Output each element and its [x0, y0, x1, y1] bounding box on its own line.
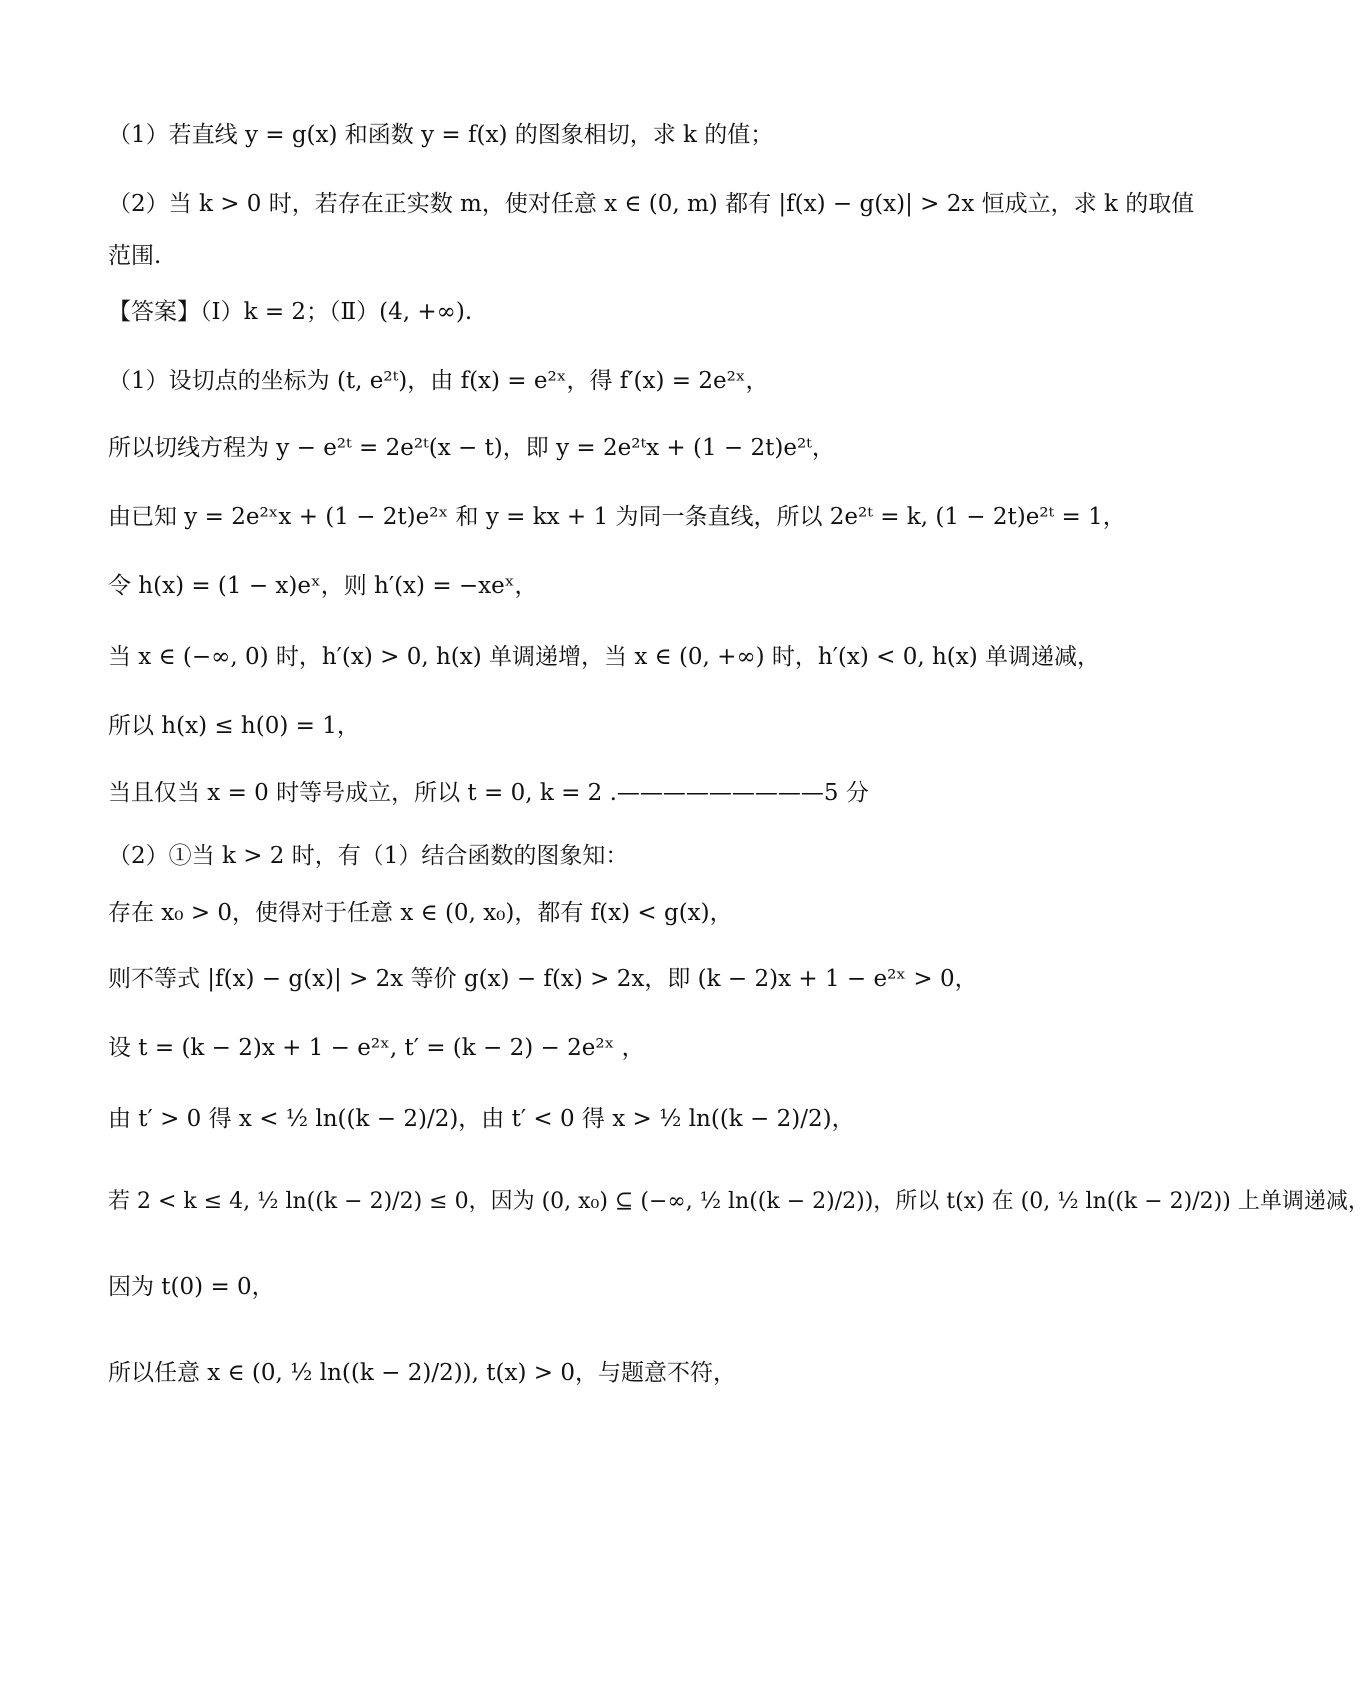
- solution-part-2-line: 由 t′ > 0 得 x < ½ ln((k − 2)/2)，由 t′ < 0 得 x > ½ ln((k − 2)/2)，: [108, 1106, 855, 1132]
- question-part-2: （2）当 k > 0 时，若存在正实数 m，使对任意 x ∈ (0, m) 都有 |f(x) − g(x)| > 2x 恒成立，求 k 的取值: [108, 191, 1195, 217]
- solution-line: 所以 h(x) ≤ h(0) = 1，: [108, 713, 360, 739]
- solution-line: 由已知 y = 2e²ˣx + (1 − 2t)e²ˣ 和 y = kx + 1 为同一条直线，所以 2e²ᵗ = k, (1 − 2t)e²ᵗ = 1，: [108, 504, 1126, 530]
- question-part-1: （1）若直线 y = g(x) 和函数 y = f(x) 的图象相切，求 k 的值；: [108, 122, 774, 148]
- solution-part-2-line: （2）①当 k > 2 时，有（1）结合函数的图象知：: [108, 843, 629, 869]
- solution-line-score: 当且仅当 x = 0 时等号成立，所以 t = 0, k = 2 .—————————5 分: [108, 780, 869, 806]
- solution-part-2-line: 所以任意 x ∈ (0, ½ ln((k − 2)/2)), t(x) > 0，与题意不符，: [108, 1360, 736, 1386]
- solution-part-2-line: 因为 t(0) = 0，: [108, 1274, 275, 1300]
- solution-line: 当 x ∈ (−∞, 0) 时，h′(x) > 0, h(x) 单调递增，当 x ∈ (0, +∞) 时，h′(x) < 0, h(x) 单调递减，: [108, 644, 1101, 670]
- solution-part-2-line: 若 2 < k ≤ 4, ½ ln((k − 2)/2) ≤ 0，因为 (0, x₀) ⊆ (−∞, ½ ln((k − 2)/2))，所以 t(x) 在 (0, ½ ln((k − 2)/2)) 上单调递减，: [108, 1189, 1370, 1214]
- solution-line: 所以切线方程为 y − e²ᵗ = 2e²ᵗ(x − t)，即 y = 2e²ᵗx + (1 − 2t)e²ᵗ，: [108, 435, 835, 461]
- solution-line: 令 h(x) = (1 − x)eˣ，则 h′(x) = −xeˣ，: [108, 573, 538, 599]
- question-part-2-continued: 范围.: [108, 243, 162, 269]
- solution-line: （1）设切点的坐标为 (t, e²ᵗ)，由 f(x) = e²ˣ，得 f′(x) = 2e²ˣ，: [108, 368, 769, 394]
- solution-part-2-line: 设 t = (k − 2)x + 1 − e²ˣ, t′ = (k − 2) − 2e²ˣ ，: [108, 1035, 645, 1061]
- answer-summary: 【答案】（Ⅰ）k = 2；（Ⅱ）(4, +∞).: [108, 299, 473, 325]
- solution-part-2-line: 存在 x₀ > 0，使得对于任意 x ∈ (0, x₀)，都有 f(x) < g(x)，: [108, 900, 733, 926]
- solution-part-2-line: 则不等式 |f(x) − g(x)| > 2x 等价 g(x) − f(x) > 2x，即 (k − 2)x + 1 − e²ˣ > 0，: [108, 966, 978, 992]
